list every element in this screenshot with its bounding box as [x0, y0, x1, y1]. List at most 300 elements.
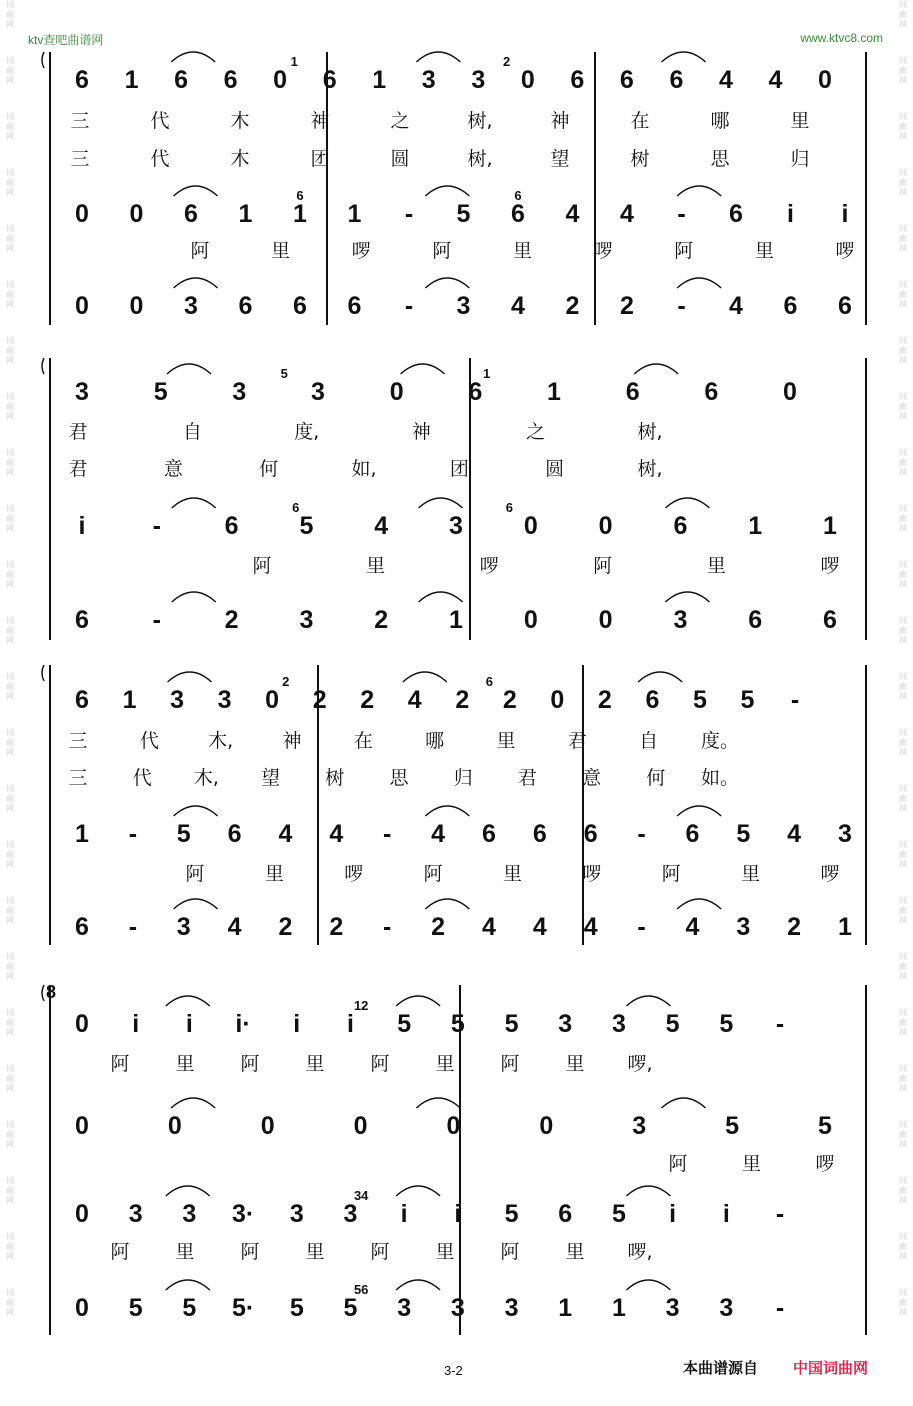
jianpu-note: 2 — [787, 913, 802, 941]
lyric-syllable: 里 — [175, 1241, 195, 1263]
jianpu-note: 3 — [611, 1010, 626, 1038]
page-number: 3-2 — [444, 1363, 463, 1378]
lyric-syllable: 阿 — [252, 555, 272, 577]
jianpu-note: 1 — [611, 1294, 626, 1322]
jianpu-note: i — [787, 200, 794, 228]
jianpu-note: 1 — [748, 512, 763, 540]
jianpu-note: 5 — [719, 1010, 734, 1038]
jianpu-note: 3 — [128, 1200, 143, 1228]
jianpu-note: 3 — [176, 913, 191, 941]
jianpu-note: 0 — [523, 512, 538, 540]
side-watermark-text: 词 曲 网 — [899, 112, 907, 141]
lyric-syllable: 自 — [639, 730, 659, 752]
slur-mark — [425, 186, 469, 196]
side-watermark-text: 词 曲 网 — [6, 392, 14, 421]
slur-mark — [638, 672, 682, 682]
slur-mark — [171, 52, 215, 62]
jianpu-note: 3 — [558, 1010, 573, 1038]
jianpu-note: 5 — [289, 1294, 304, 1322]
jianpu-note: 4 — [583, 913, 598, 941]
jianpu-note: 2 — [278, 913, 293, 941]
lyric-syllable: 里 — [305, 1053, 325, 1075]
side-watermark-text: 词 曲 网 — [899, 672, 907, 701]
jianpu-note: 3 — [504, 1294, 519, 1322]
jianpu-note: i — [78, 512, 86, 540]
lyric-syllable: 阿 — [661, 863, 681, 885]
side-watermark-text: 词 曲 网 — [899, 0, 907, 29]
jianpu-note: 4 — [511, 292, 525, 320]
jianpu-note: 6 — [532, 820, 547, 848]
slur-mark — [172, 498, 216, 508]
slur-mark — [626, 1280, 670, 1290]
lyric-syllable: 如, — [351, 458, 377, 480]
score-content — [68, 52, 854, 1322]
jianpu-note: 6 — [238, 292, 253, 320]
grace-note: 1 — [290, 54, 298, 69]
jianpu-note: 6 — [223, 66, 238, 94]
lyric-syllable: 阿 — [190, 240, 210, 262]
lyric-syllable: 之 — [390, 110, 410, 132]
slur-mark — [396, 996, 440, 1006]
grace-note: 6 — [292, 500, 300, 515]
jianpu-note: 0 — [539, 1112, 554, 1140]
side-watermark-text: 词 曲 网 — [899, 1064, 907, 1093]
jianpu-note: 2 — [620, 292, 634, 320]
jianpu-note: 6 — [481, 820, 496, 848]
jianpu-note: - — [404, 200, 414, 228]
jianpu-note: 4 — [278, 820, 293, 848]
jianpu-note: 2 — [431, 913, 446, 941]
grace-note: 12 — [353, 998, 369, 1013]
slur-mark — [662, 52, 706, 62]
lyric-syllable: 代 — [132, 767, 152, 789]
jianpu-note: 2 — [329, 913, 344, 941]
jianpu-note: 5 — [397, 1010, 412, 1038]
lyric-syllable: 何 — [646, 767, 666, 789]
lyric-syllable: 三 — [68, 730, 88, 752]
jianpu-note: - — [383, 913, 392, 941]
jianpu-note: - — [637, 820, 646, 848]
lyric-syllable: 阿 — [432, 240, 452, 262]
lyric-syllable: 如。 — [700, 767, 740, 789]
lyric-syllable: 阿 — [500, 1053, 520, 1075]
slur-mark — [665, 592, 709, 602]
jianpu-note: 4 — [227, 913, 242, 941]
grace-note: 34 — [353, 1188, 369, 1203]
lyric-syllable: 阿 — [674, 240, 694, 262]
jianpu-note: 0 — [167, 1112, 182, 1140]
lyric-syllable: 里 — [565, 1241, 585, 1263]
jianpu-note: 3 — [397, 1294, 412, 1322]
lyric-syllable: 归 — [453, 767, 473, 789]
jianpu-note: 4 — [431, 820, 446, 848]
lyric-syllable: 神 — [310, 110, 330, 132]
jianpu-note: 6 — [685, 820, 700, 848]
slur-mark — [174, 278, 218, 288]
lyric-syllable: 啰 — [479, 555, 499, 577]
side-watermark-text: 词 曲 网 — [899, 1120, 907, 1149]
slur-mark — [425, 278, 469, 288]
grace-note: 6 — [514, 188, 522, 203]
jianpu-note: 0 — [818, 66, 832, 94]
jianpu-note: 0 — [75, 292, 89, 320]
jianpu-note: i· — [235, 1010, 251, 1038]
jianpu-note: i — [293, 1010, 301, 1038]
jianpu-note: - — [677, 292, 686, 320]
jianpu-note: i — [722, 1200, 730, 1228]
jianpu-note: 4 — [768, 66, 783, 94]
jianpu-note: 4 — [718, 66, 733, 94]
lyric-syllable: 啰 — [593, 240, 613, 262]
jianpu-note: 4 — [532, 913, 547, 941]
jianpu-note: 3 — [182, 1200, 197, 1228]
side-watermark-text: 词 曲 网 — [6, 280, 14, 309]
jianpu-note: 3 — [450, 1294, 465, 1322]
lyric-syllable: 啰, — [627, 1053, 653, 1075]
side-watermark-text: 词 曲 网 — [899, 728, 907, 757]
jianpu-note: 0 — [598, 606, 613, 634]
jianpu-note: i — [132, 1010, 140, 1038]
side-watermark-text: 词 曲 网 — [6, 1008, 14, 1037]
side-watermark-text: 词 曲 网 — [899, 1232, 907, 1261]
jianpu-note: 5 — [182, 1294, 197, 1322]
jianpu-note: 6 — [75, 66, 89, 94]
lyric-syllable: 里 — [565, 1053, 585, 1075]
header-right-site: www.ktvc8.com — [800, 31, 883, 45]
jianpu-note: - — [128, 913, 138, 941]
lyric-syllable: 啰, — [627, 1241, 653, 1263]
grace-note: 2 — [282, 674, 290, 689]
jianpu-note: 5 — [504, 1200, 519, 1228]
slur-mark — [396, 1280, 440, 1290]
grace-note: 6 — [296, 188, 304, 203]
jianpu-note: - — [383, 820, 392, 848]
jianpu-note: 1 — [372, 66, 387, 94]
jianpu-note: 1 — [449, 606, 463, 634]
jianpu-note: 4 — [329, 820, 344, 848]
lyric-syllable: 思 — [710, 148, 730, 170]
jianpu-note: 6 — [511, 200, 525, 228]
lyric-syllable: 之 — [526, 421, 546, 443]
jianpu-note: 3 — [311, 378, 325, 406]
jianpu-note: 5 — [740, 686, 755, 714]
jianpu-note: - — [775, 1010, 785, 1038]
grace-note: 1 — [482, 366, 491, 381]
header-left-site: ktv查吧曲谱网 — [28, 33, 104, 47]
side-watermark-text: 词 曲 网 — [6, 1064, 14, 1093]
slur-mark — [167, 364, 211, 374]
jianpu-note: i — [454, 1200, 462, 1228]
lyric-syllable: 树, — [467, 148, 493, 170]
slur-mark — [416, 1098, 460, 1108]
jianpu-note: i — [841, 200, 849, 228]
grace-note: 6 — [505, 500, 514, 515]
lyric-syllable: 代 — [150, 148, 170, 170]
jianpu-note: 3 — [184, 292, 198, 320]
slur-mark — [634, 364, 678, 374]
jianpu-note: 0 — [783, 378, 797, 406]
side-watermark-text: 词 曲 网 — [899, 952, 907, 981]
lyric-syllable: 里 — [305, 1241, 325, 1263]
jianpu-note: 6 — [75, 686, 89, 714]
lyric-syllable: 阿 — [185, 863, 205, 885]
jianpu-note: 2 — [224, 606, 239, 634]
side-watermark-text: 词 曲 网 — [899, 616, 907, 645]
slur-mark — [168, 672, 212, 682]
side-watermark-text: 词 曲 网 — [6, 1120, 14, 1149]
grace-note: 2 — [502, 54, 511, 69]
lyric-syllable: 哪 — [710, 110, 730, 132]
side-watermark-text: 词 曲 网 — [899, 840, 907, 869]
lyric-syllable: 里 — [264, 863, 284, 885]
rehearsal-mark: 8 — [46, 982, 57, 1002]
jianpu-note: 6 — [583, 820, 598, 848]
lyric-syllable: 里 — [741, 1153, 762, 1175]
jianpu-note: i — [346, 1010, 354, 1038]
side-watermark-text: 词 曲 网 — [6, 1176, 14, 1205]
lyric-syllable: 三 — [70, 148, 90, 170]
jianpu-note: 0 — [75, 1200, 89, 1228]
lyric-syllable: 阿 — [668, 1153, 688, 1175]
lyric-syllable: 阿 — [370, 1053, 390, 1075]
slur-mark — [677, 186, 721, 196]
lyric-syllable: 里 — [706, 555, 726, 577]
jianpu-note: 1 — [122, 686, 137, 714]
lyric-syllable: 在 — [630, 110, 650, 132]
jianpu-note: 6 — [75, 606, 89, 634]
side-watermark-text: 词 曲 网 — [899, 56, 907, 85]
side-watermark-text: 词 曲 网 — [899, 392, 907, 421]
slur-mark — [174, 899, 218, 909]
lyric-syllable: 君 — [68, 458, 88, 480]
lyric-syllable: 思 — [389, 767, 409, 789]
jianpu-note: 3 — [299, 606, 314, 634]
jianpu-note: 6 — [558, 1200, 573, 1228]
jianpu-note: 2 — [597, 686, 612, 714]
jianpu-note: 5 — [665, 1010, 680, 1038]
side-watermark-text: 词 曲 网 — [899, 1288, 907, 1317]
side-watermark-text: 词 曲 网 — [899, 448, 907, 477]
jianpu-note: 6 — [224, 512, 239, 540]
jianpu-note: 2 — [374, 606, 389, 634]
jianpu-note: 4 — [685, 913, 700, 941]
slur-mark — [425, 899, 469, 909]
jianpu-note: - — [152, 512, 161, 540]
lyric-syllable: 啰 — [815, 1153, 835, 1175]
side-watermark-text: 词 曲 网 — [6, 56, 14, 85]
jianpu-note: 6 — [783, 292, 798, 320]
jianpu-note: 6 — [468, 378, 483, 406]
slur-mark — [174, 186, 218, 196]
side-watermark-text: 词 曲 网 — [6, 1288, 14, 1317]
slur-mark — [396, 1186, 440, 1196]
jianpu-note: 0 — [523, 606, 538, 634]
jianpu-note: 4 — [565, 200, 580, 228]
lyric-syllable: 团 — [449, 458, 469, 480]
system-brace — [42, 52, 44, 68]
jianpu-note: 4 — [481, 913, 496, 941]
lyric-syllable: 里 — [754, 240, 774, 262]
jianpu-note: 1 — [823, 512, 837, 540]
jianpu-note: 0 — [353, 1112, 368, 1140]
lyric-syllable: 圆 — [390, 148, 410, 170]
jianpu-note: 3 — [232, 378, 247, 406]
jianpu-note: 6 — [823, 606, 837, 634]
jianpu-note: - — [775, 1294, 785, 1322]
lyric-syllable: 木 — [230, 148, 250, 170]
jianpu-note: 6 — [838, 292, 852, 320]
lyric-syllable: 意 — [582, 767, 602, 789]
side-watermark-text: 词 曲 网 — [6, 336, 14, 365]
side-watermark-text: 词 曲 网 — [6, 784, 14, 813]
side-watermark-text: 词 曲 网 — [6, 952, 14, 981]
slur-mark — [419, 592, 463, 602]
jianpu-note: 0 — [389, 378, 404, 406]
lyric-syllable: 阿 — [370, 1241, 390, 1263]
slur-mark — [662, 1098, 706, 1108]
lyric-syllable: 阿 — [423, 863, 443, 885]
jianpu-note: 6 — [570, 66, 585, 94]
jianpu-note: 6 — [347, 292, 362, 320]
system-brace — [42, 358, 44, 374]
jianpu-note: 6 — [669, 66, 684, 94]
lyric-syllable: 里 — [496, 730, 516, 752]
slur-mark — [171, 1098, 215, 1108]
jianpu-note: 6 — [75, 913, 89, 941]
slur-mark — [677, 806, 721, 816]
lyric-syllable: 阿 — [593, 555, 613, 577]
jianpu-note: 3 — [838, 820, 852, 848]
jianpu-note: - — [128, 820, 138, 848]
slur-mark — [416, 52, 460, 62]
lyric-syllable: 神 — [550, 110, 570, 132]
lyric-syllable: 归 — [790, 148, 810, 170]
lyric-syllable: 里 — [741, 863, 761, 885]
lyric-syllable: 圆 — [545, 458, 565, 480]
slur-mark — [677, 899, 721, 909]
jianpu-note: 3 — [75, 378, 89, 406]
lyric-syllable: 望 — [550, 148, 570, 170]
footer-source-label: 本曲谱源自 — [683, 1359, 759, 1377]
jianpu-note: 4 — [787, 820, 802, 848]
jianpu-note: 0 — [446, 1112, 461, 1140]
side-watermark-text: 词 曲 网 — [899, 1008, 907, 1037]
side-watermark-text: 词 曲 网 — [899, 504, 907, 533]
jianpu-note: 6 — [673, 512, 688, 540]
lyric-syllable: 里 — [435, 1053, 455, 1075]
lyric-syllable: 团 — [310, 148, 330, 170]
side-watermark-text: 词 曲 网 — [6, 0, 14, 29]
side-watermark-text: 词 曲 网 — [6, 448, 14, 477]
side-watermark-text: 词 曲 网 — [899, 896, 907, 925]
side-watermark-text: 词 曲 网 — [899, 224, 907, 253]
lyric-syllable: 代 — [139, 730, 159, 752]
slur-mark — [419, 498, 463, 508]
jianpu-note: 5· — [231, 1294, 255, 1322]
lyric-syllable: 三 — [70, 110, 90, 132]
jianpu-note: 3 — [343, 1200, 358, 1228]
lyric-syllable: 啰 — [351, 240, 371, 262]
jianpu-note: 4 — [374, 512, 389, 540]
jianpu-note: 0 — [129, 200, 144, 228]
jianpu-note: 4 — [620, 200, 634, 228]
jianpu-note: 6 — [174, 66, 189, 94]
side-watermark-text: 词 曲 网 — [6, 672, 14, 701]
slur-mark — [166, 1186, 210, 1196]
lyric-syllable: 里 — [366, 555, 386, 577]
lyric-syllable: 啰 — [820, 863, 840, 885]
lyric-syllable: 度。 — [700, 730, 740, 752]
side-watermark-text: 词 曲 网 — [6, 896, 14, 925]
lyric-syllable: 里 — [435, 1241, 455, 1263]
side-watermark-text: 词 曲 网 — [899, 784, 907, 813]
jianpu-note: 5 — [343, 1294, 358, 1322]
lyric-syllable: 里 — [790, 110, 810, 132]
jianpu-note: 3 — [736, 913, 751, 941]
lyric-syllable: 君 — [68, 421, 88, 443]
jianpu-note: 5 — [456, 200, 471, 228]
jianpu-note: 3 — [217, 686, 232, 714]
jianpu-note: 0 — [260, 1112, 275, 1140]
lyric-syllable: 阿 — [240, 1053, 260, 1075]
jianpu-note: 2 — [455, 686, 470, 714]
side-watermark-text: 词 曲 网 — [6, 840, 14, 869]
jianpu-note: 6 — [293, 292, 307, 320]
jianpu-note: 6 — [729, 200, 743, 228]
lyric-syllable: 阿 — [110, 1053, 130, 1075]
lyric-syllable: 哪 — [425, 730, 445, 752]
lyric-syllable: 啰 — [820, 555, 840, 577]
jianpu-note: 5 — [299, 512, 314, 540]
lyric-syllable: 阿 — [500, 1241, 520, 1263]
jianpu-note: - — [775, 1200, 785, 1228]
lyric-syllable: 神 — [411, 421, 431, 443]
jianpu-note: 2 — [360, 686, 375, 714]
jianpu-note: 2 — [312, 686, 327, 714]
side-watermark-text: 词 曲 网 — [6, 224, 14, 253]
side-watermark-text: 词 曲 网 — [899, 336, 907, 365]
jianpu-note: 5 — [128, 1294, 143, 1322]
jianpu-note: 6 — [704, 378, 719, 406]
slur-mark — [401, 364, 445, 374]
lyric-syllable: 代 — [150, 110, 170, 132]
slur-mark — [174, 806, 218, 816]
jianpu-note: 0 — [520, 66, 535, 94]
jianpu-note: 0 — [75, 1010, 89, 1038]
slur-mark — [166, 1280, 210, 1290]
lyric-syllable: 啰 — [344, 863, 364, 885]
jianpu-note: 0 — [129, 292, 144, 320]
jianpu-note: 0 — [598, 512, 613, 540]
lyric-syllable: 阿 — [240, 1241, 260, 1263]
jianpu-note: 0 — [550, 686, 565, 714]
side-watermark-text: 词 曲 网 — [6, 616, 14, 645]
jianpu-note: 4 — [407, 686, 422, 714]
side-watermark-text: 词 曲 网 — [899, 168, 907, 197]
lyric-syllable: 神 — [282, 730, 302, 752]
jianpu-note: 5 — [176, 820, 191, 848]
lyric-syllable: 君 — [517, 767, 537, 789]
jianpu-note: 5 — [611, 1200, 626, 1228]
lyric-syllable: 里 — [271, 240, 291, 262]
jianpu-note: 3 — [471, 66, 486, 94]
system-brace — [42, 665, 44, 681]
jianpu-note: 6 — [625, 378, 640, 406]
jianpu-note: 1 — [347, 200, 362, 228]
jianpu-note: 3 — [719, 1294, 734, 1322]
jianpu-note: 1 — [558, 1294, 573, 1322]
lyric-syllable: 树 — [630, 148, 650, 170]
